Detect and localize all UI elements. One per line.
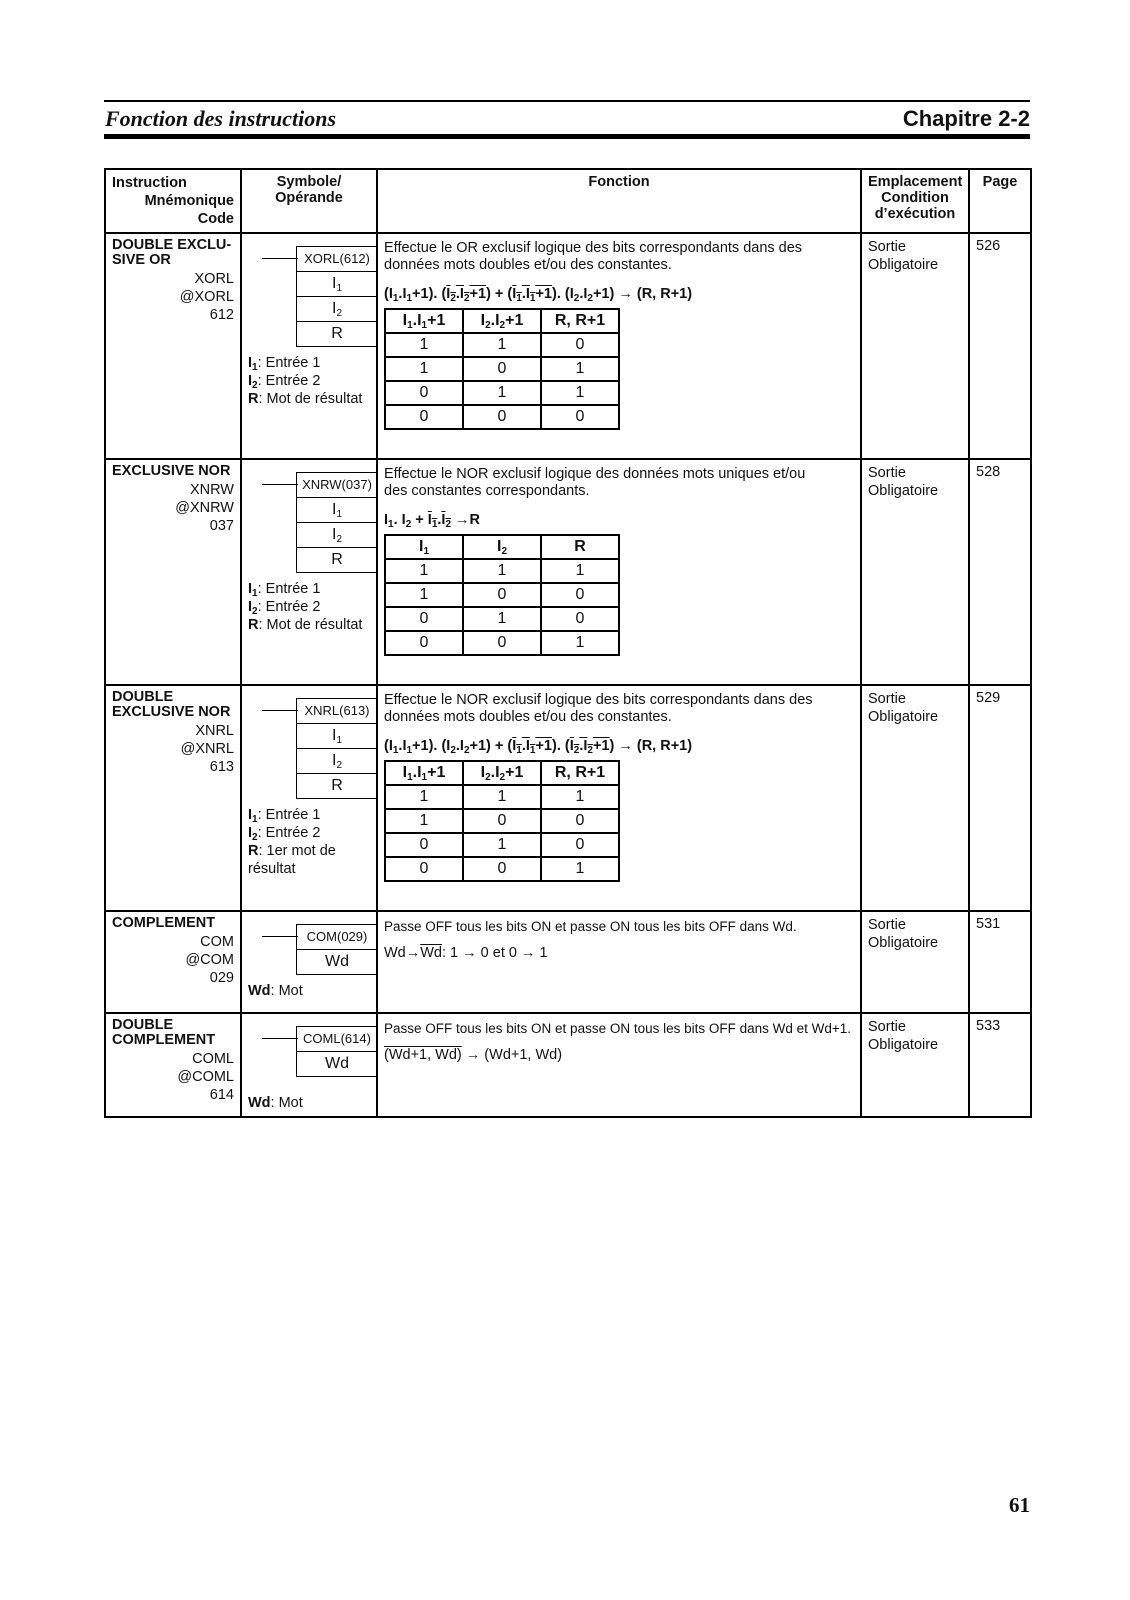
execution-condition: Obligatoire	[868, 1037, 939, 1053]
symbol-name: XORL(612)	[304, 251, 370, 266]
symbol-cell	[241, 685, 377, 911]
mnemonic: COM	[200, 934, 234, 950]
symbol-name: COM(029)	[306, 929, 368, 944]
mnemonic-cell	[105, 459, 241, 685]
ladder-line	[262, 1038, 298, 1039]
instruction-name: DOUBLE EXCLU-	[112, 237, 232, 253]
operand-legend: Wd: Mot	[248, 1095, 303, 1111]
mnemonic-cell	[105, 233, 241, 459]
symbol-name: XNRL(613)	[304, 703, 370, 718]
header-rule-top	[104, 100, 1030, 102]
operand-i2: $I_2$	[297, 748, 377, 773]
function-description: Effectue le OR exclusif logique des bits correspondants dans des données mots doubles et/ou des constantes.	[384, 240, 803, 273]
operand-i2: $I_2$	[297, 296, 377, 321]
operand-wd: Wd	[297, 949, 377, 974]
instruction-name-cont: EXCLUSIVE NOR	[112, 704, 231, 720]
page-ref: 531	[969, 911, 1031, 1013]
operand-legend: $I_1$: Entrée 1 $I_2$: Entrée 2 R: 1er mot de résultat	[248, 807, 336, 877]
symbol-name: COML(614)	[303, 1031, 371, 1046]
location-cell	[861, 1013, 969, 1117]
function-cell	[377, 1013, 861, 1117]
mnemonic-differentiated: @XNRW	[175, 500, 234, 516]
location-cell	[861, 911, 969, 1013]
execution-condition: Obligatoire	[868, 483, 939, 499]
logic-formula: $Wd\to\overline{Wd}$: 1 → 0 et 0 → 1	[384, 945, 548, 961]
operand-i1: $I_1$	[297, 497, 377, 522]
operand-r: R	[297, 321, 377, 346]
function-cell	[377, 685, 861, 911]
instruction-box	[296, 1026, 378, 1077]
location-cell	[861, 685, 969, 911]
function-cell	[377, 233, 861, 459]
mnemonic-cell	[105, 911, 241, 1013]
symbol-cell	[241, 1013, 377, 1117]
operand-legend: $I_1$: Entrée 1 $I_2$: Entrée 2 R: Mot de résultat	[248, 581, 363, 633]
instruction-name-cont: COMPLEMENT	[112, 1032, 216, 1048]
symbol-cell	[241, 459, 377, 685]
table-header-row	[105, 169, 1031, 233]
location-output: Sortie	[868, 239, 906, 255]
header-instruction-label: Instruction	[112, 175, 187, 191]
header-code-label: Code	[197, 211, 234, 227]
page-ref: 533	[969, 1013, 1031, 1117]
col-header-function: Fonction	[377, 169, 861, 233]
function-code: 614	[209, 1087, 234, 1103]
location-output: Sortie	[868, 917, 906, 933]
ladder-line	[262, 258, 298, 259]
header-symbol-label: Symbole/	[276, 174, 342, 190]
truth-table: $I_1.I_1+1$ $I_2.I_2+1$ R, R+1 1 1 0 1 0 1 0 1 1 0 0 0	[384, 308, 620, 430]
mnemonic-differentiated: @COM	[185, 952, 234, 968]
location-cell	[861, 459, 969, 685]
function-description: Effectue le NOR exclusif logique des bits correspondants dans des données mots doubles et/ou des constantes.	[384, 692, 813, 725]
instruction-name: EXCLUSIVE NOR	[112, 463, 231, 479]
ladder-line	[262, 710, 298, 711]
page-number: 61	[1009, 1493, 1030, 1517]
table-row	[105, 685, 1031, 911]
mnemonic: XORL	[194, 271, 234, 287]
mnemonic: COML	[192, 1051, 234, 1067]
page-ref: 528	[969, 459, 1031, 685]
table-row	[105, 911, 1031, 1013]
instruction-name: COMPLEMENT	[112, 915, 216, 931]
function-description: Passe OFF tous les bits ON et passe ON tous les bits OFF dans Wd.	[384, 919, 797, 934]
ladder-symbol	[248, 238, 370, 350]
ladder-symbol	[248, 916, 370, 978]
header-location-label: Emplacement	[868, 174, 963, 190]
mnemonic: XNRL	[195, 723, 234, 739]
header-mnemonic-label: Mnémonique	[144, 193, 234, 209]
truth-table: $I_1.I_1+1$ $I_2.I_2+1$ R, R+1 1 1 1 1 0 0 0 1 0 0 0 1	[384, 760, 620, 882]
logic-formula: (Wd+1, Wd) → (Wd+1, Wd)	[384, 1047, 563, 1063]
mnemonic-cell	[105, 685, 241, 911]
header-operand-label: Opérande	[275, 190, 343, 206]
location-cell	[861, 233, 969, 459]
table-row	[105, 459, 1031, 685]
col-header-symbol	[241, 169, 377, 233]
chapter-title: Chapitre 2-2	[902, 106, 1030, 131]
function-code: 613	[209, 759, 234, 775]
ladder-symbol	[248, 1018, 370, 1080]
instruction-table	[104, 168, 1032, 1118]
location-output: Sortie	[868, 1019, 906, 1035]
instruction-box	[296, 472, 378, 573]
col-header-page: Page	[969, 169, 1031, 233]
function-description: Passe OFF tous les bits ON et passe ON tous les bits OFF dans Wd et Wd+1.	[384, 1021, 852, 1036]
operand-r: R	[297, 547, 377, 572]
symbol-cell	[241, 233, 377, 459]
instruction-name-cont: SIVE OR	[112, 252, 171, 268]
function-cell	[377, 459, 861, 685]
ladder-symbol	[248, 690, 370, 802]
page-ref: 529	[969, 685, 1031, 911]
location-output: Sortie	[868, 465, 906, 481]
instruction-box	[296, 924, 378, 975]
header-condition-label: Condition	[881, 190, 949, 206]
operand-legend: Wd: Mot	[248, 983, 303, 999]
mnemonic-differentiated: @XORL	[179, 289, 234, 305]
mnemonic: XNRW	[189, 482, 234, 498]
ladder-line	[262, 484, 298, 485]
table-row	[105, 233, 1031, 459]
header-rule-bottom	[104, 134, 1030, 139]
function-code: 612	[209, 307, 234, 323]
operand-i1: $I_1$	[297, 723, 377, 748]
function-code: 037	[209, 518, 234, 534]
instruction-box	[296, 698, 378, 799]
symbol-cell	[241, 911, 377, 1013]
execution-condition: Obligatoire	[868, 257, 939, 273]
col-header-instruction	[105, 169, 241, 233]
instruction-name: DOUBLE	[112, 689, 174, 705]
logic-formula: $(I_1.I_1+1)$. $(I_2.I_2+1) + (I_1.I_1+1)$. $(I_2.I_2+1) \to (R$, R+1)	[384, 286, 693, 304]
table-row	[105, 1013, 1031, 1117]
mnemonic-cell	[105, 1013, 241, 1117]
operand-r: R	[297, 773, 377, 798]
symbol-name: XNRW(037)	[302, 477, 372, 492]
logic-formula: $(I_1.I_1+1)$. $(I_2.I_2+1) + (I_1.I_1+1)$. $(I_2.I_2+1) \to (R$, R+1)	[384, 738, 693, 756]
logic-formula: $I_1$. $I_2 + I_1.I_2 \to R$	[384, 512, 480, 530]
col-header-location	[861, 169, 969, 233]
execution-condition: Obligatoire	[868, 709, 939, 725]
ladder-line	[262, 936, 298, 937]
operand-wd: Wd	[297, 1051, 377, 1076]
header-execution-label: d’exécution	[874, 206, 956, 222]
execution-condition: Obligatoire	[868, 935, 939, 951]
function-code: 029	[209, 970, 234, 986]
ladder-symbol	[248, 464, 370, 576]
mnemonic-differentiated: @XNRL	[180, 741, 234, 757]
operand-i1: $I_1$	[297, 271, 377, 296]
page-ref: 526	[969, 233, 1031, 459]
function-cell	[377, 911, 861, 1013]
instruction-box	[296, 246, 378, 347]
operand-i2: $I_2$	[297, 522, 377, 547]
section-title: Fonction des instructions	[105, 106, 337, 131]
function-description: Effectue le NOR exclusif logique des données mots uniques et/ou des constantes correspondants.	[384, 466, 806, 499]
operand-legend: $I_1$: Entrée 1 $I_2$: Entrée 2 R: Mot de résultat	[248, 355, 363, 407]
instruction-name: DOUBLE	[112, 1017, 174, 1033]
mnemonic-differentiated: @COML	[177, 1069, 234, 1085]
location-output: Sortie	[868, 691, 906, 707]
truth-table: $I_1$ $I_2$ R 1 1 1 1 0 0 0 1 0 0 0 1	[384, 534, 620, 656]
